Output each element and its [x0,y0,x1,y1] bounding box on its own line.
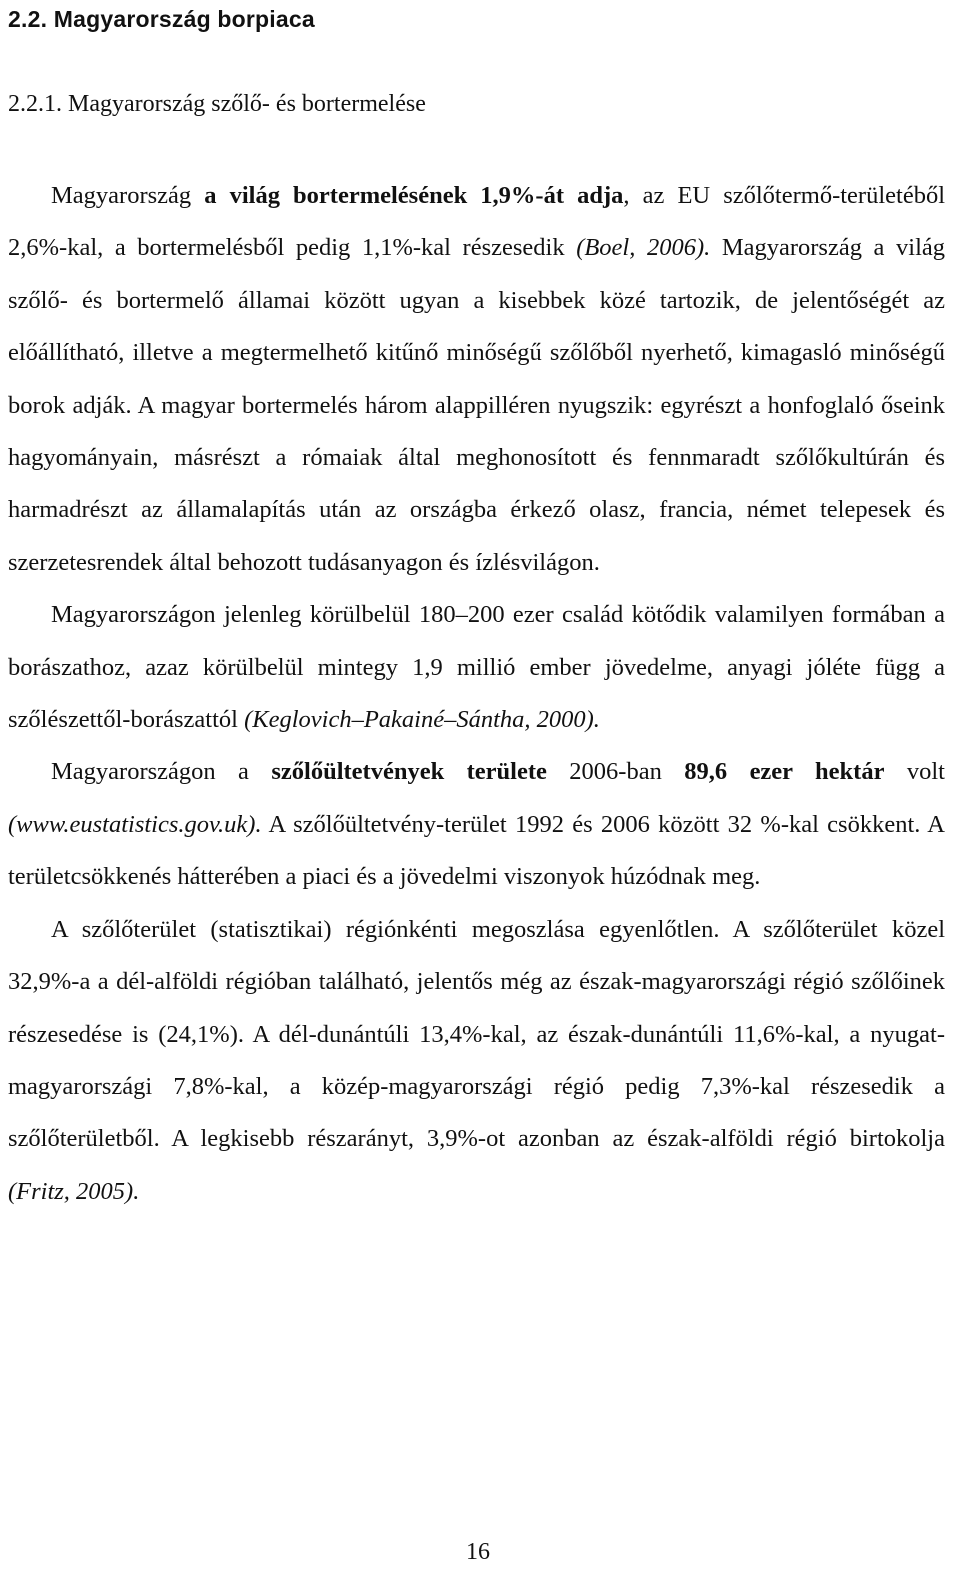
citation: (Boel, 2006). [576,234,711,262]
emphasis-text: 89,6 ezer hektár [684,758,885,786]
text-run: Magyarországon jelenleg körülbelül 180–200 ezer család kötődik valamilyen formában a borászathoz, azaz körülbelül mintegy 1,9 millió ember jövedelme, anyagi jóléte függ a szőlészettől-borászattól [8,601,945,734]
emphasis-text: a világ bortermelésének 1,9%-át adja [204,182,624,209]
citation: (www.eustatistics.gov.uk). [8,810,262,838]
emphasis-text: szőlőültetvények területe [271,758,547,786]
body-text [8,170,945,1218]
text-run: 2006-ban [546,758,685,786]
page-number: 16 [466,1539,490,1565]
text-run: Magyarországon a [51,758,272,786]
paragraph [8,746,945,903]
section-title: 2.2. Magyarország borpiaca [8,6,315,32]
citation: (Keglovich–Pakainé–Sántha, 2000). [244,706,600,734]
paragraph [8,589,945,746]
paragraph [8,904,945,1218]
paragraph [8,170,945,589]
text-run: A szőlőültetvény-terület 1992 és 2006 között 32 %-kal csökkent. A területcsökkenés hátterében a piaci és a jövedelmi viszonyok húzódnak meg. [8,810,945,891]
text-run: Magyarország [51,182,205,209]
text-run: A szőlőterület (statisztikai) régiónkénti megoszlása egyenlőtlen. A szőlőterület közel 32,9%-a a dél-alföldi régióban található, jelentős még az észak-magyarországi régió szőlőinek részesedése is (24,1%). A dél-dunántúli 13,4%-kal, az észak-dunántúli 11,6%-kal, a nyugat-magyarországi 7,8%-kal, a közép-magyarországi régió pedig 7,3%-kal részesedik a szőlőterületből. A legkisebb részarányt, 3,9%-ot azonban az észak-alföldi régió birtokolja [8,915,945,1153]
subsection-title: 2.2.1. Magyarország szőlő- és bortermelése [8,91,426,117]
text-run: volt [884,758,945,786]
citation: (Fritz, 2005). [8,1177,140,1205]
text-run: , az EU szőlőtermő-területéből 2,6%-kal, a bortermelésből pedig 1,1%-kal részesedik [8,182,946,262]
text-run: Magyarország a világ szőlő- és bortermelő államai között ugyan a kisebbek közé tartozik, de jelentőségét az előállítható, illetve a megtermelhető kitűnő minőségű szőlőből nyerhető, kimagasló minőségű borok adják. A magyar bortermelés három alappilléren nyugszik: egyrészt a honfoglaló őseink hagyományain, másrészt a rómaiak által meghonosított és fennmaradt szőlőkultúrán és harmadrészt az államalapítás után az országba érkező olasz, francia, német telepesek és szerzetesrendek által behozott tudásanyagon és ízlésvilágon. [8,234,946,576]
